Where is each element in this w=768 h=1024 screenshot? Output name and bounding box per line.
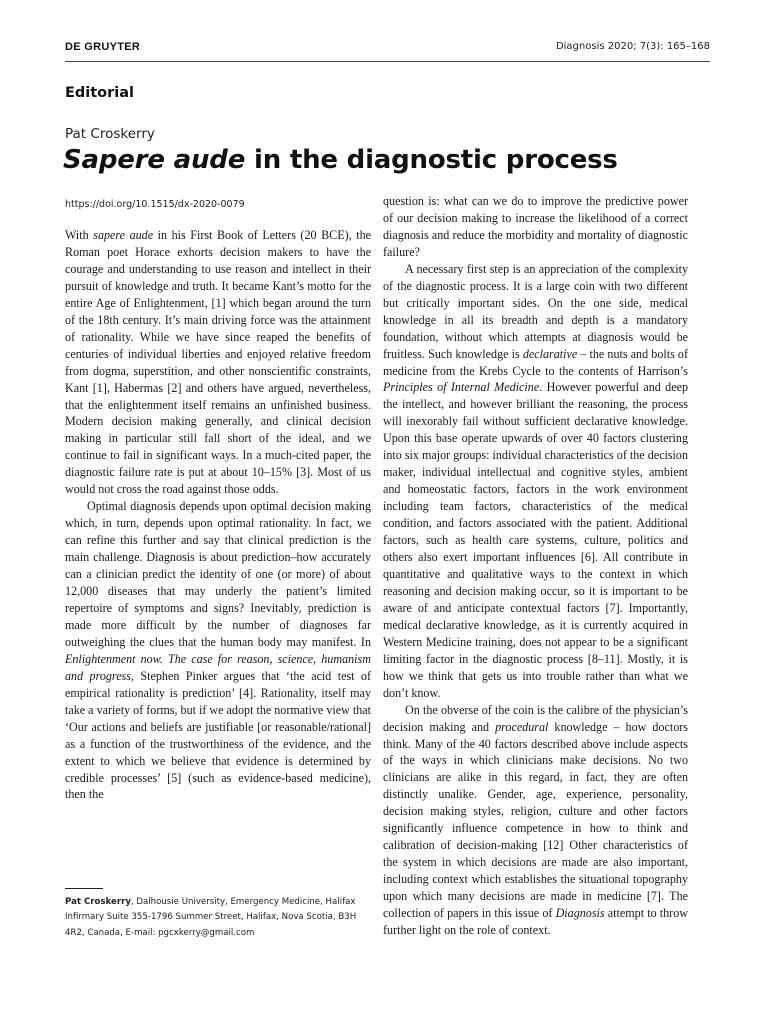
page-header xyxy=(65,40,710,58)
article-title xyxy=(63,145,618,175)
text-run: Optimal diagnosis depends upon optimal decision making which, in turn, depends upon optimal rationality. In fact, we can refine this further and say that clinical prediction is the main challenge. Diagnosis is about prediction–how accurately can a clinician predict the identity of one (or more) of about 12,000 diseases that may underly the patient’s limited repertoire of symptoms and signs? Inevitably, prediction is made more difficult by the number of diagnoses far outweighing the clues that the human body may manifest. In xyxy=(65,499,371,649)
doi-link[interactable]: https://doi.org/10.1515/dx-2020-0079 xyxy=(65,199,245,210)
journal-citation: Diagnosis 2020; 7(3): 165–168 xyxy=(555,41,710,52)
publisher-logo: DE GRUYTER xyxy=(65,41,141,53)
footnote-rule xyxy=(65,888,103,889)
italic-run: Diagnosis xyxy=(555,906,605,921)
text-run: With xyxy=(65,228,94,242)
author-name: Pat Croskerry xyxy=(65,126,155,142)
text-run: A necessary first step is an appreciation of the complexity of the diagnostic process. It is a large coin with two different but critically important sides. On the one side, medical knowledge in all its breadth and depth is a mandatory foundation, without which attempts at diagnosis would be fruitless. Such knowledge is xyxy=(383,261,688,361)
paragraph-3: question is: what can we do to improve the predictive power of our decision making to increase the likelihood of a correct diagnosis and reduce the morbidity and mortality of diagnostic failure? xyxy=(383,194,688,259)
header-rule xyxy=(65,61,710,62)
italic-run: procedural xyxy=(495,719,549,734)
text-run: , Stephen Pinker argues that ‘the acid test of empirical rationality is prediction’ [4]. Rationality, itself may take a variety of forms, but if we adopt the normative view that ‘Our actions and beliefs are justifiable [or reasonable/rational] as a function of the trustworthiness of the evidence, and the extent to which we believe that evidence is determined by credible processes’ [5] (such as evidence-based medicine), then the xyxy=(65,668,371,802)
footnote-affiliation: , Dalhousie University, Emergency Medicine, Halifax Infirmary Suite 355-1796 Summer Street, Halifax, Nova Scotia, B3H 4R2, Canada, E-mail: pgcxkerry@gmail.com xyxy=(65,897,357,938)
paragraph-5 xyxy=(383,702,688,939)
footnote-author: Pat Croskerry xyxy=(65,897,131,907)
text-run: in his First Book of Letters (20 BCE), the Roman poet Horace exhorts decision makers to have the courage and understanding to use reason and intellect in their pursuit of knowledge and truth. It became Kant’s motto for the entire Age of Enlightenment, [1] which began around the turn of the 18th century. It’s main driving force was the attainment of rationality. While we have since reaped the benefits of centuries of individual liberties and enjoyed relative freedom from dogma, superstition, and other nonscientific constraints, Kant [1], Habermas [2] and others have argued, nevertheless, that the enlightenment itself remains an unfinished business. Modern decision making generally, and clinical decision making in particular still fall short of the ideal, and we continue to fail in significant ways. In a much-cited paper, the diagnostic failure rate is put at about 10–15% [3]. Most of us would not cross the road against those odds. xyxy=(65,228,371,497)
title-italic: Sapere aude xyxy=(63,145,246,175)
italic-run: Principles of Internal Medicine xyxy=(383,380,540,395)
body-column-left xyxy=(65,227,371,803)
italic-run: sapere aude xyxy=(93,228,154,242)
italic-run: Enlightenment now. The case for reason, science, humanism and progress xyxy=(65,651,371,683)
text-run: On the obverse of the coin is the calibre of the physician’s decision making and xyxy=(383,702,688,734)
italic-run: declarative xyxy=(522,346,578,361)
author-footnote xyxy=(65,895,371,941)
text-run: attempt to throw further light on the role of context. xyxy=(383,906,688,937)
text-run: . However powerful and deep the intellect, and however brilliant the reasoning, the process will inexorably fail without sufficient declarative knowledge. Upon this base operate upwards of over 40 factors clustering into six major groups: individual characteristics of the decision maker, individual intellectual and cognitive styles, ambient and homeostatic factors, factors in the work environment including team factors, characteristics of the medical condition, and factors associated with the patient. Additional factors, such as health care systems, culture, politics and others also exert important influences [6]. All contribute in quantitative and qualitative ways to the context in which reasoning and decision making occur, so it is important to be aware of and anticipate contextual factors [7]. Importantly, medical declarative knowledge, as it is currently acquired in Western Medicine training, does not appear to be a significant limiting factor in the diagnostic process [8–11]. Mostly, it is how we think that gets us into trouble rather than what we don’t know. xyxy=(383,380,689,700)
text-run: knowledge – how doctors think. Many of the 40 factors described above include aspects of the ways in which clinicians make decisions. No two clinicians are alike in this regard, in fact, they are often distinctly unalike. Gender, age, experience, personality, decision making styles, religion, culture and other factors significantly influence competence in how to think and calibration of decision-making [12] Other characteristics of the system in which decisions are made are also important, including context which establishes the situational topography upon which many decisions are made in medicine [7]. The collection of papers in this issue of xyxy=(383,719,688,921)
paragraph-1 xyxy=(65,227,371,498)
title-rest: in the diagnostic process xyxy=(245,145,618,175)
paragraph-2 xyxy=(65,498,371,803)
text-run: – the nuts and bolts of medicine from the Krebs Cycle to the contents of Harrison’s xyxy=(383,346,688,378)
paragraph-4 xyxy=(383,261,688,702)
section-label: Editorial xyxy=(65,85,135,101)
body-column-right xyxy=(383,193,688,939)
